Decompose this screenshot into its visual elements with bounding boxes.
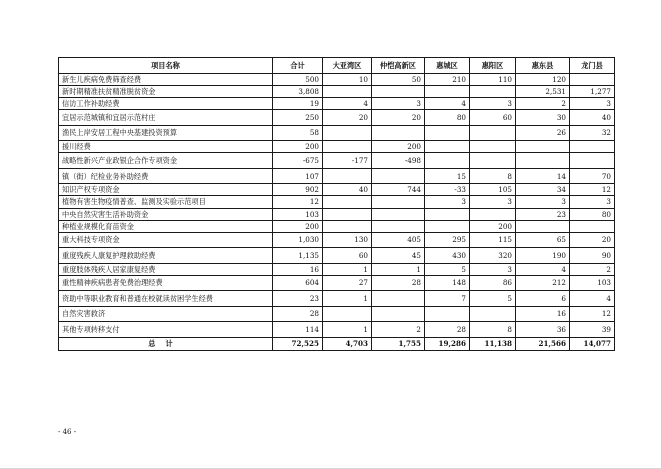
row-value-cell: 190 bbox=[516, 248, 570, 264]
row-value-cell bbox=[323, 141, 372, 153]
row-value-cell bbox=[372, 125, 425, 141]
col-header-zhongkai: 仲恺高新区 bbox=[372, 58, 425, 74]
row-item-name: 重性精神疾病患者免费治理经费 bbox=[59, 275, 273, 291]
row-value-cell: 28 bbox=[273, 306, 323, 322]
total-value-cell: 14,077 bbox=[570, 337, 615, 350]
row-value-cell bbox=[570, 74, 615, 86]
row-value-cell bbox=[372, 208, 425, 220]
row-value-cell: 1,135 bbox=[273, 248, 323, 264]
col-header-huiyang: 惠阳区 bbox=[470, 58, 516, 74]
row-value-cell: 20 bbox=[372, 110, 425, 126]
row-value-cell: 8 bbox=[470, 322, 516, 338]
table-row bbox=[59, 125, 615, 141]
row-value-cell bbox=[425, 153, 470, 169]
table-row bbox=[59, 322, 615, 338]
row-value-cell: -675 bbox=[273, 153, 323, 169]
row-value-cell: 65 bbox=[516, 232, 570, 248]
row-item-name: 中央自然灾害生活补助资金 bbox=[59, 208, 273, 220]
row-value-cell bbox=[425, 141, 470, 153]
row-value-cell: 4 bbox=[323, 98, 372, 110]
row-value-cell bbox=[470, 86, 516, 98]
table-row bbox=[59, 98, 615, 110]
row-value-cell bbox=[323, 306, 372, 322]
total-label: 总计 bbox=[59, 337, 273, 350]
table-row bbox=[59, 291, 615, 307]
row-value-cell bbox=[372, 86, 425, 98]
row-value-cell: 4 bbox=[516, 263, 570, 275]
row-value-cell: 120 bbox=[516, 74, 570, 86]
row-value-cell: 3 bbox=[372, 98, 425, 110]
row-value-cell bbox=[323, 208, 372, 220]
row-value-cell bbox=[570, 141, 615, 153]
table-body bbox=[59, 74, 615, 351]
row-value-cell: 5 bbox=[470, 291, 516, 307]
row-item-name: 新生儿疾病免费筛查经费 bbox=[59, 74, 273, 86]
row-value-cell: -177 bbox=[323, 153, 372, 169]
row-value-cell: 60 bbox=[470, 110, 516, 126]
col-header-longmen: 龙门县 bbox=[570, 58, 615, 74]
row-value-cell bbox=[425, 86, 470, 98]
table-row bbox=[59, 184, 615, 196]
row-value-cell: 5 bbox=[425, 263, 470, 275]
row-item-name: 战略性新兴产业政银企合作专项资金 bbox=[59, 153, 273, 169]
row-item-name: 重度残疾人康复护理救助经费 bbox=[59, 248, 273, 264]
row-value-cell: 16 bbox=[516, 306, 570, 322]
col-header-dayawan: 大亚湾区 bbox=[323, 58, 372, 74]
transfer-payment-table bbox=[58, 57, 615, 351]
row-value-cell bbox=[470, 306, 516, 322]
row-value-cell: 744 bbox=[372, 184, 425, 196]
row-item-name: 镇（街）纪检业务补助经费 bbox=[59, 168, 273, 184]
row-value-cell bbox=[323, 196, 372, 208]
row-value-cell: 23 bbox=[516, 208, 570, 220]
row-value-cell: 604 bbox=[273, 275, 323, 291]
col-header-huicheng: 惠城区 bbox=[425, 58, 470, 74]
row-value-cell bbox=[323, 220, 372, 232]
row-value-cell bbox=[372, 220, 425, 232]
total-row bbox=[59, 337, 615, 350]
row-value-cell: 3 bbox=[470, 263, 516, 275]
row-value-cell: 23 bbox=[273, 291, 323, 307]
table-row bbox=[59, 74, 615, 86]
row-value-cell bbox=[425, 306, 470, 322]
row-value-cell: 2,531 bbox=[516, 86, 570, 98]
row-value-cell: 902 bbox=[273, 184, 323, 196]
row-value-cell: 115 bbox=[470, 232, 516, 248]
table-row bbox=[59, 232, 615, 248]
row-value-cell bbox=[470, 141, 516, 153]
row-value-cell: 28 bbox=[425, 322, 470, 338]
row-value-cell bbox=[372, 196, 425, 208]
row-value-cell: 320 bbox=[470, 248, 516, 264]
row-value-cell: 80 bbox=[570, 208, 615, 220]
row-value-cell: 4 bbox=[425, 98, 470, 110]
row-value-cell: 40 bbox=[323, 184, 372, 196]
row-value-cell: 70 bbox=[570, 168, 615, 184]
total-value-cell: 19,286 bbox=[425, 337, 470, 350]
row-item-name: 知识产权专项资金 bbox=[59, 184, 273, 196]
row-value-cell: 50 bbox=[372, 74, 425, 86]
row-value-cell: 12 bbox=[273, 196, 323, 208]
row-value-cell: 6 bbox=[516, 291, 570, 307]
row-value-cell: 3 bbox=[516, 196, 570, 208]
table-row bbox=[59, 248, 615, 264]
total-value-cell: 72,525 bbox=[273, 337, 323, 350]
row-value-cell bbox=[516, 220, 570, 232]
row-value-cell bbox=[516, 141, 570, 153]
total-value-cell: 1,755 bbox=[372, 337, 425, 350]
table-row bbox=[59, 208, 615, 220]
row-value-cell: 3 bbox=[570, 196, 615, 208]
row-value-cell: 103 bbox=[273, 208, 323, 220]
row-value-cell: -498 bbox=[372, 153, 425, 169]
row-value-cell: 105 bbox=[470, 184, 516, 196]
row-item-name: 渔民上岸安居工程中央基建投资预算 bbox=[59, 125, 273, 141]
row-value-cell bbox=[570, 153, 615, 169]
table-row bbox=[59, 275, 615, 291]
row-value-cell: 90 bbox=[570, 248, 615, 264]
row-value-cell bbox=[425, 220, 470, 232]
row-item-name: 重度肢体残疾人居家康复经费 bbox=[59, 263, 273, 275]
row-value-cell: -33 bbox=[425, 184, 470, 196]
table-row bbox=[59, 141, 615, 153]
row-value-cell bbox=[323, 86, 372, 98]
row-value-cell: 45 bbox=[372, 248, 425, 264]
row-value-cell: 20 bbox=[570, 232, 615, 248]
table-row bbox=[59, 196, 615, 208]
row-value-cell: 295 bbox=[425, 232, 470, 248]
row-value-cell: 3,808 bbox=[273, 86, 323, 98]
total-value-cell: 11,138 bbox=[470, 337, 516, 350]
row-value-cell: 1,030 bbox=[273, 232, 323, 248]
row-value-cell: 1 bbox=[323, 322, 372, 338]
row-value-cell bbox=[372, 291, 425, 307]
row-value-cell bbox=[323, 168, 372, 184]
row-value-cell: 430 bbox=[425, 248, 470, 264]
row-value-cell: 500 bbox=[273, 74, 323, 86]
row-item-name: 宜居示范城镇和宜居示范村庄 bbox=[59, 110, 273, 126]
header-row bbox=[59, 58, 615, 74]
row-value-cell: 58 bbox=[273, 125, 323, 141]
row-value-cell: 19 bbox=[273, 98, 323, 110]
row-item-name: 资助中等职业教育和普通在校就读贫困学生经费 bbox=[59, 291, 273, 307]
row-value-cell: 103 bbox=[570, 275, 615, 291]
row-value-cell: 7 bbox=[425, 291, 470, 307]
row-value-cell: 28 bbox=[372, 275, 425, 291]
row-value-cell bbox=[425, 125, 470, 141]
row-item-name: 植物有害生物疫情普查、监测及实验示范项目 bbox=[59, 196, 273, 208]
row-value-cell: 250 bbox=[273, 110, 323, 126]
row-value-cell: 60 bbox=[323, 248, 372, 264]
row-item-name: 种植业规模化育苗资金 bbox=[59, 220, 273, 232]
total-value-cell: 21,566 bbox=[516, 337, 570, 350]
row-item-name: 信访工作补助经费 bbox=[59, 98, 273, 110]
row-value-cell: 2 bbox=[372, 322, 425, 338]
col-header-item-name: 项目名称 bbox=[59, 58, 273, 74]
row-value-cell: 3 bbox=[470, 98, 516, 110]
table-row bbox=[59, 168, 615, 184]
table-row bbox=[59, 86, 615, 98]
row-value-cell bbox=[516, 153, 570, 169]
row-value-cell: 200 bbox=[273, 141, 323, 153]
row-value-cell: 80 bbox=[425, 110, 470, 126]
row-value-cell: 15 bbox=[425, 168, 470, 184]
col-header-huidong: 惠东县 bbox=[516, 58, 570, 74]
table-row bbox=[59, 263, 615, 275]
row-value-cell: 1,277 bbox=[570, 86, 615, 98]
row-value-cell bbox=[570, 220, 615, 232]
row-value-cell: 1 bbox=[372, 263, 425, 275]
row-value-cell bbox=[323, 125, 372, 141]
row-item-name: 重大科技专项资金 bbox=[59, 232, 273, 248]
col-header-total: 合计 bbox=[273, 58, 323, 74]
row-value-cell: 14 bbox=[516, 168, 570, 184]
row-value-cell: 12 bbox=[570, 306, 615, 322]
row-value-cell: 200 bbox=[372, 141, 425, 153]
row-value-cell: 32 bbox=[570, 125, 615, 141]
row-value-cell bbox=[470, 153, 516, 169]
table-row bbox=[59, 110, 615, 126]
row-value-cell: 34 bbox=[516, 184, 570, 196]
row-value-cell: 36 bbox=[516, 322, 570, 338]
row-value-cell bbox=[372, 306, 425, 322]
row-value-cell: 148 bbox=[425, 275, 470, 291]
page-number: - 46 - bbox=[58, 428, 77, 436]
row-value-cell bbox=[470, 125, 516, 141]
row-value-cell bbox=[372, 168, 425, 184]
row-value-cell: 10 bbox=[323, 74, 372, 86]
row-value-cell: 16 bbox=[273, 263, 323, 275]
row-value-cell: 2 bbox=[516, 98, 570, 110]
row-value-cell: 26 bbox=[516, 125, 570, 141]
row-value-cell: 210 bbox=[425, 74, 470, 86]
table-row bbox=[59, 153, 615, 169]
row-value-cell: 39 bbox=[570, 322, 615, 338]
table-container bbox=[58, 57, 615, 351]
row-value-cell bbox=[425, 208, 470, 220]
table-row bbox=[59, 306, 615, 322]
row-value-cell: 1 bbox=[323, 263, 372, 275]
row-value-cell: 3 bbox=[470, 196, 516, 208]
row-item-name: 援川经费 bbox=[59, 141, 273, 153]
row-value-cell: 130 bbox=[323, 232, 372, 248]
row-value-cell: 27 bbox=[323, 275, 372, 291]
row-value-cell: 405 bbox=[372, 232, 425, 248]
row-value-cell: 200 bbox=[470, 220, 516, 232]
row-value-cell: 1 bbox=[323, 291, 372, 307]
table-row bbox=[59, 220, 615, 232]
row-item-name: 自然灾害救济 bbox=[59, 306, 273, 322]
row-item-name: 其他专项转移支付 bbox=[59, 322, 273, 338]
row-value-cell: 30 bbox=[516, 110, 570, 126]
row-value-cell: 3 bbox=[570, 98, 615, 110]
total-value-cell: 4,703 bbox=[323, 337, 372, 350]
row-value-cell: 114 bbox=[273, 322, 323, 338]
row-value-cell bbox=[470, 208, 516, 220]
row-value-cell: 8 bbox=[470, 168, 516, 184]
row-value-cell: 40 bbox=[570, 110, 615, 126]
row-value-cell: 212 bbox=[516, 275, 570, 291]
row-value-cell: 200 bbox=[273, 220, 323, 232]
row-value-cell: 4 bbox=[570, 291, 615, 307]
row-value-cell: 110 bbox=[470, 74, 516, 86]
row-value-cell: 12 bbox=[570, 184, 615, 196]
row-value-cell: 86 bbox=[470, 275, 516, 291]
row-item-name: 新时期精准扶贫精准脱贫资金 bbox=[59, 86, 273, 98]
row-value-cell: 20 bbox=[323, 110, 372, 126]
row-value-cell: 107 bbox=[273, 168, 323, 184]
row-value-cell: 2 bbox=[570, 263, 615, 275]
row-value-cell: 3 bbox=[425, 196, 470, 208]
